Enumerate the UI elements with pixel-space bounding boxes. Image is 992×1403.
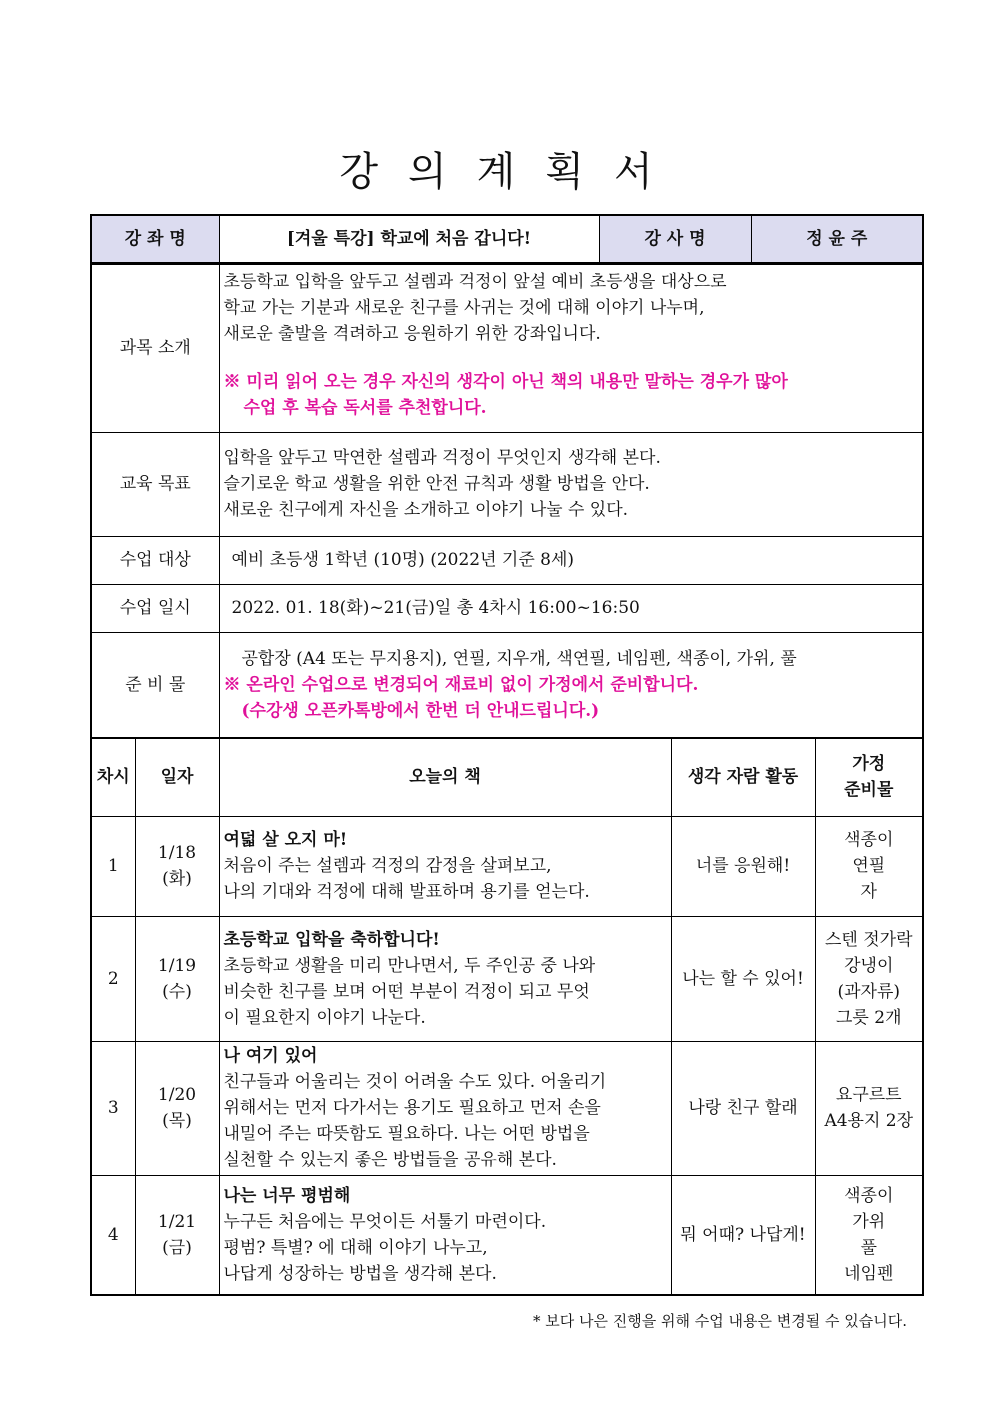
- prep-item: 연필: [852, 856, 886, 876]
- materials-row: [91, 632, 923, 738]
- activity-header: 생각 자람 활동: [671, 738, 815, 816]
- target-label: 수업 대상: [91, 536, 219, 584]
- session-date: 1/21: [157, 1211, 197, 1232]
- page-title: 강의계획서: [339, 149, 683, 195]
- book-desc-line: 초등학교 생활을 미리 만나면서, 두 주인공 중 나와: [223, 955, 596, 976]
- activity: 나는 할 수 있어!: [671, 916, 815, 1041]
- prep-item: 풀: [860, 1237, 877, 1258]
- activity: 나랑 친구 할래: [671, 1041, 815, 1175]
- prep-item: 색종이: [844, 830, 894, 850]
- session-header: 차시: [91, 738, 135, 816]
- prep-item: 스텐 젓가락: [824, 929, 913, 950]
- prep-item: 자: [860, 882, 877, 902]
- book-desc-line: 평범? 특별? 에 대해 이야기 나누고,: [223, 1237, 488, 1258]
- prep-item: A4용지 2장: [824, 1111, 914, 1131]
- course-label: 강 좌 명: [91, 215, 219, 263]
- target-row: [91, 536, 923, 584]
- book-desc-line: 나답게 성장하는 방법을 생각해 본다.: [223, 1263, 497, 1284]
- prep-item: (과자류): [837, 981, 901, 1002]
- sessions-header-row: [91, 738, 923, 816]
- intro-line: 학교 가는 기분과 새로운 친구를 사귀는 것에 대해 이야기 나누며,: [223, 298, 705, 318]
- prep-item: 요구르트: [835, 1085, 902, 1105]
- schedule-label: 수업 일시: [91, 584, 219, 632]
- book-desc-line: 이 필요한지 이야기 나눈다.: [223, 1007, 426, 1028]
- session-row: [91, 916, 923, 1041]
- session-no: 3: [91, 1041, 135, 1175]
- session-row: [91, 816, 923, 916]
- goal-line: 입학을 앞두고 막연한 설렘과 걱정이 무엇인지 생각해 본다.: [223, 448, 661, 468]
- course-info-table: [90, 263, 924, 739]
- goals-row: [91, 432, 923, 536]
- intro-notice-cont: 수업 후 복습 독서를 추천합니다.: [243, 398, 487, 418]
- intro-line: 새로운 출발을 격려하고 응원하기 위한 강좌입니다.: [223, 324, 601, 344]
- session-date: 1/18: [157, 843, 197, 863]
- intro-line: 초등학교 입학을 앞두고 설렘과 걱정이 앞설 예비 초등생을 대상으로: [223, 272, 727, 292]
- session-row: [91, 1175, 923, 1295]
- book-desc-line: 위해서는 먼저 다가서는 용기도 필요하고 먼저 손을: [223, 1098, 601, 1118]
- prep-item: 색종이: [844, 1185, 894, 1206]
- session-day: (금): [162, 1237, 192, 1258]
- book-desc-line: 누구든 처음에는 무엇이든 서툴기 마련이다.: [223, 1211, 547, 1232]
- session-no: 1: [91, 816, 135, 916]
- schedule-row: [91, 584, 923, 632]
- intro-notice: ※ 미리 읽어 오는 경우 자신의 생각이 아닌 책의 내용만 말하는 경우가 많아: [223, 372, 788, 392]
- goal-line: 새로운 친구에게 자신을 소개하고 이야기 나눌 수 있다.: [223, 500, 629, 520]
- book-header: 오늘의 책: [219, 738, 671, 816]
- intro-label: 과목 소개: [91, 264, 219, 432]
- book-desc-line: 친구들과 어울리는 것이 어려울 수도 있다. 어울리기: [223, 1072, 607, 1092]
- materials-notice-cont: (수강생 오픈카톡방에서 한번 더 안내드립니다.): [241, 700, 600, 721]
- sessions-table: [90, 737, 924, 1296]
- course-header-table: [90, 214, 924, 264]
- book-title: 초등학교 입학을 축하합니다!: [223, 929, 440, 950]
- book-desc-line: 처음이 주는 설렘과 걱정의 감정을 살펴보고,: [223, 856, 552, 876]
- prep-item: 강냉이: [844, 955, 894, 976]
- home-prep-header: 가정: [852, 754, 886, 775]
- book-desc-line: 나의 기대와 걱정에 대해 발표하며 용기를 얻는다.: [223, 882, 590, 902]
- target-value: 예비 초등생 1학년 (10명) (2022년 기준 8세): [219, 536, 923, 584]
- book-title: 나 여기 있어: [223, 1046, 318, 1066]
- schedule-value: 2022. 01. 18(화)~21(금)일 총 4차시 16:00~16:50: [219, 584, 923, 632]
- session-day: (수): [162, 981, 192, 1002]
- instructor-label: 강 사 명: [599, 215, 751, 263]
- course-name: [겨울 특강] 학교에 처음 갑니다!: [219, 215, 599, 263]
- book-title: 나는 너무 평범해: [223, 1185, 351, 1206]
- book-desc-line: 비슷한 친구를 보며 어떤 부분이 걱정이 되고 무엇: [223, 981, 590, 1002]
- prep-item: 네임펜: [844, 1263, 894, 1284]
- session-date: 1/19: [157, 955, 197, 976]
- home-prep-header-cont: 준비물: [844, 780, 894, 801]
- session-no: 2: [91, 916, 135, 1041]
- footer-note: * 보다 나은 진행을 위해 수업 내용은 변경될 수 있습니다.: [533, 1312, 907, 1330]
- activity: 너를 응원해!: [671, 816, 815, 916]
- goal-line: 슬기로운 학교 생활을 위한 안전 규칙과 생활 방법을 안다.: [223, 474, 650, 494]
- session-row: [91, 1041, 923, 1175]
- materials-label: 준 비 물: [91, 632, 219, 738]
- session-day: (목): [162, 1111, 192, 1131]
- materials-notice: ※ 온라인 수업으로 변경되어 재료비 없이 가정에서 준비합니다.: [223, 674, 699, 695]
- goals-label: 교육 목표: [91, 432, 219, 536]
- materials-line: 공합장 (A4 또는 무지용지), 연필, 지우개, 색연필, 네임펜, 색종이, 가위, 풀: [241, 648, 797, 669]
- prep-item: 가위: [852, 1211, 886, 1232]
- session-no: 4: [91, 1175, 135, 1295]
- book-title: 여덟 살 오지 마!: [223, 830, 348, 850]
- instructor-name: 정 윤 주: [751, 215, 923, 263]
- book-desc-line: 내밀어 주는 따뜻함도 필요하다. 나는 어떤 방법을: [223, 1124, 590, 1144]
- intro-row: [91, 264, 923, 432]
- session-date: 1/20: [157, 1085, 197, 1105]
- date-header: 일자: [135, 738, 219, 816]
- prep-item: 그릇 2개: [836, 1007, 902, 1028]
- book-desc-line: 실천할 수 있는지 좋은 방법들을 공유해 본다.: [223, 1150, 557, 1170]
- session-day: (화): [162, 869, 192, 889]
- activity: 뭐 어때? 나답게!: [671, 1175, 815, 1295]
